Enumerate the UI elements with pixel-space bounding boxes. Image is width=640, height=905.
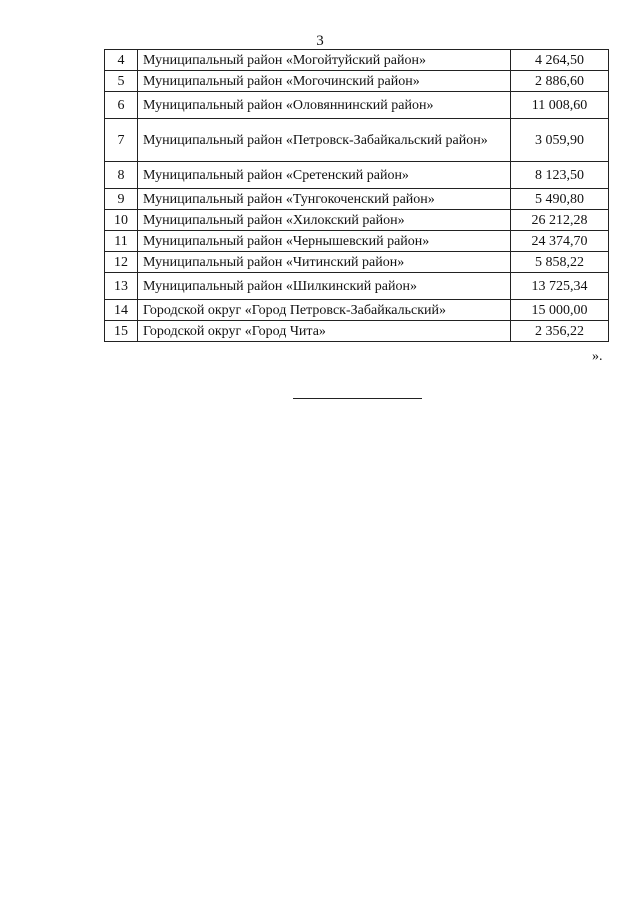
table-row — [105, 231, 609, 252]
row-number: 15 — [105, 321, 138, 342]
table-row — [105, 50, 609, 71]
closing-quote: ». — [592, 349, 603, 364]
municipality-name: Муниципальный район «Могойтуйский район» — [138, 50, 511, 71]
row-number: 8 — [105, 162, 138, 189]
amount-value: 5 858,22 — [511, 252, 609, 273]
municipality-name: Городской округ «Город Петровск-Забайкальский» — [138, 300, 511, 321]
table-row — [105, 300, 609, 321]
page-number: 3 — [316, 33, 324, 49]
table-row — [105, 252, 609, 273]
table-row — [105, 92, 609, 119]
row-number: 4 — [105, 50, 138, 71]
municipality-name: Муниципальный район «Хилокский район» — [138, 210, 511, 231]
separator-line — [293, 398, 422, 399]
amount-value: 4 264,50 — [511, 50, 609, 71]
row-number: 14 — [105, 300, 138, 321]
row-number: 11 — [105, 231, 138, 252]
amount-value: 15 000,00 — [511, 300, 609, 321]
row-number: 5 — [105, 71, 138, 92]
municipality-name: Муниципальный район «Петровск-Забайкальский район» — [138, 119, 511, 162]
amount-value: 24 374,70 — [511, 231, 609, 252]
amount-value: 2 886,60 — [511, 71, 609, 92]
municipality-name: Муниципальный район «Читинский район» — [138, 252, 511, 273]
amount-value: 11 008,60 — [511, 92, 609, 119]
table-row — [105, 210, 609, 231]
allocation-table — [104, 49, 609, 342]
row-number: 12 — [105, 252, 138, 273]
table-row — [105, 189, 609, 210]
row-number: 6 — [105, 92, 138, 119]
table-row — [105, 71, 609, 92]
row-number: 13 — [105, 273, 138, 300]
municipality-name: Муниципальный район «Сретенский район» — [138, 162, 511, 189]
amount-value: 5 490,80 — [511, 189, 609, 210]
municipality-name: Муниципальный район «Чернышевский район» — [138, 231, 511, 252]
amount-value: 13 725,34 — [511, 273, 609, 300]
amount-value: 2 356,22 — [511, 321, 609, 342]
amount-value: 8 123,50 — [511, 162, 609, 189]
municipality-name: Городской округ «Город Чита» — [138, 321, 511, 342]
municipality-name: Муниципальный район «Тунгокоченский район» — [138, 189, 511, 210]
row-number: 7 — [105, 119, 138, 162]
municipality-name: Муниципальный район «Оловяннинский район» — [138, 92, 511, 119]
municipality-name: Муниципальный район «Могочинский район» — [138, 71, 511, 92]
table-row — [105, 119, 609, 162]
row-number: 10 — [105, 210, 138, 231]
municipality-name: Муниципальный район «Шилкинский район» — [138, 273, 511, 300]
table-row — [105, 321, 609, 342]
row-number: 9 — [105, 189, 138, 210]
table-row — [105, 273, 609, 300]
amount-value: 26 212,28 — [511, 210, 609, 231]
table-row — [105, 162, 609, 189]
amount-value: 3 059,90 — [511, 119, 609, 162]
